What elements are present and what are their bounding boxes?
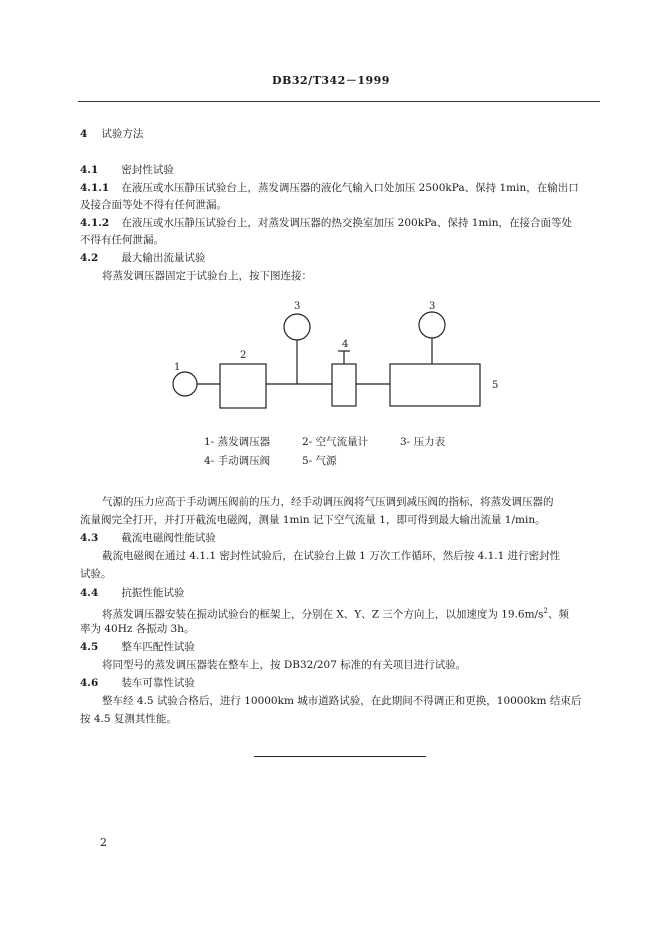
gauge-3-right [419,312,445,338]
section-number: 4.1 [80,164,99,176]
section-number: 4.4 [80,587,99,599]
section-4-6-line-1: 整车经 4.5 试验合格后，进行 10000km 城市道路试验，在此期间不得调正和更换，10000km 结束后 [102,695,582,707]
label-3-left: 3 [294,301,301,312]
legend-item-3: 3- 压力表 [400,436,446,448]
section-number: 4 [80,128,88,140]
page-number: 2 [100,836,107,849]
section-4-heading [80,126,600,142]
section-4-5-line-1: 将同型号的蒸发调压器装在整车上，按 DB32/207 标准的有关项目进行试验。 [102,659,467,671]
section-4-3-line-2: 试验。 [80,568,112,580]
section-number: 4.6 [80,677,99,689]
section-4-6-heading [80,675,600,691]
label-2: 2 [240,350,247,361]
legend-item-4: 4- 手动调压阀 [204,455,271,467]
legend-item-1: 1- 蒸发调压器 [204,436,271,448]
component-4-valve [332,364,356,406]
section-4-4-heading [80,585,600,601]
section-4-2-text-line-2: 流量阀完全打开，并打开截流电磁阀，测量 1min 记下空气流量 1，即可得到最大输出流量 1/min。 [80,514,546,526]
label-4: 4 [342,339,349,350]
header-rule [78,101,600,102]
section-4-1-1-line-2: 及接合面等处不得有任何泄漏。 [80,199,227,211]
paragraph-text: 在液压或水压静压试验台上，蒸发调压器的液化气输入口处加压 2500kPa、保持 1min，在输出口 [121,182,579,194]
section-4-3-heading [80,530,600,546]
section-4-1-2-line-1 [80,215,600,231]
gauge-3-left [284,314,310,340]
section-number: 4.1.1 [80,182,110,194]
section-title: 整车匹配性试验 [121,641,195,653]
connection-diagram [160,300,520,430]
end-rule [254,756,426,757]
section-number: 4.2 [80,252,99,264]
paragraph-text: 、频 [547,608,569,621]
section-title: 抗振性能试验 [121,587,185,599]
component-2-box [220,364,266,408]
section-number: 4.5 [80,641,99,653]
section-number: 4.3 [80,532,99,544]
section-title: 试验方法 [101,128,144,140]
section-title: 截流电磁阀性能试验 [121,532,216,544]
section-title: 密封性试验 [121,164,174,176]
section-4-3-line-1: 截流电磁阀在通过 4.1.1 密封性试验后，在试验台上做 1 万次工作循环，然后按 4.1.1 进行密封性 [102,550,561,562]
section-4-2-text-line-1: 气源的压力应高于手动调压阀前的压力，经手动调压阀将气压调到减压阀的指标，将蒸发调压器的 [102,496,554,508]
section-4-4-line-2: 率为 40Hz 各振动 3h。 [80,623,195,635]
legend-item-2: 2- 空气流量计 [302,436,369,448]
component-5-box [390,364,480,406]
label-5: 5 [492,380,499,391]
document-header: DB32/T342－1999 [272,74,390,87]
section-4-1-2-line-2: 不得有任何泄漏。 [80,234,164,246]
section-4-5-heading [80,639,600,655]
component-1-circle [173,372,197,396]
paragraph-text: 在液压或水压静压试验台上，对蒸发调压器的热交换室加压 200kPa、保持 1min，在接合面等处 [121,217,573,229]
section-4-4-line-1 [80,603,622,623]
label-3-right: 3 [429,301,436,312]
paragraph-text: 将蒸发调压器安装在振动试验台的框架上，分别在 X、Y、Z 三个方向上，以加速度为 19.6m/s [102,608,544,621]
section-4-1-heading [80,162,600,178]
section-4-2-intro: 将蒸发调压器固定于试验台上，按下图连接： [102,270,312,282]
legend-item-5: 5- 气源 [302,455,337,467]
section-4-1-1-line-1 [80,180,600,196]
section-number: 4.1.2 [80,217,110,229]
section-4-6-line-2: 按 4.5 复测其性能。 [80,713,177,725]
superscript: 2 [543,607,548,615]
label-1: 1 [174,362,181,373]
section-title: 装车可靠性试验 [121,677,195,689]
section-title: 最大输出流量试验 [121,252,206,264]
section-4-2-heading [80,250,600,266]
